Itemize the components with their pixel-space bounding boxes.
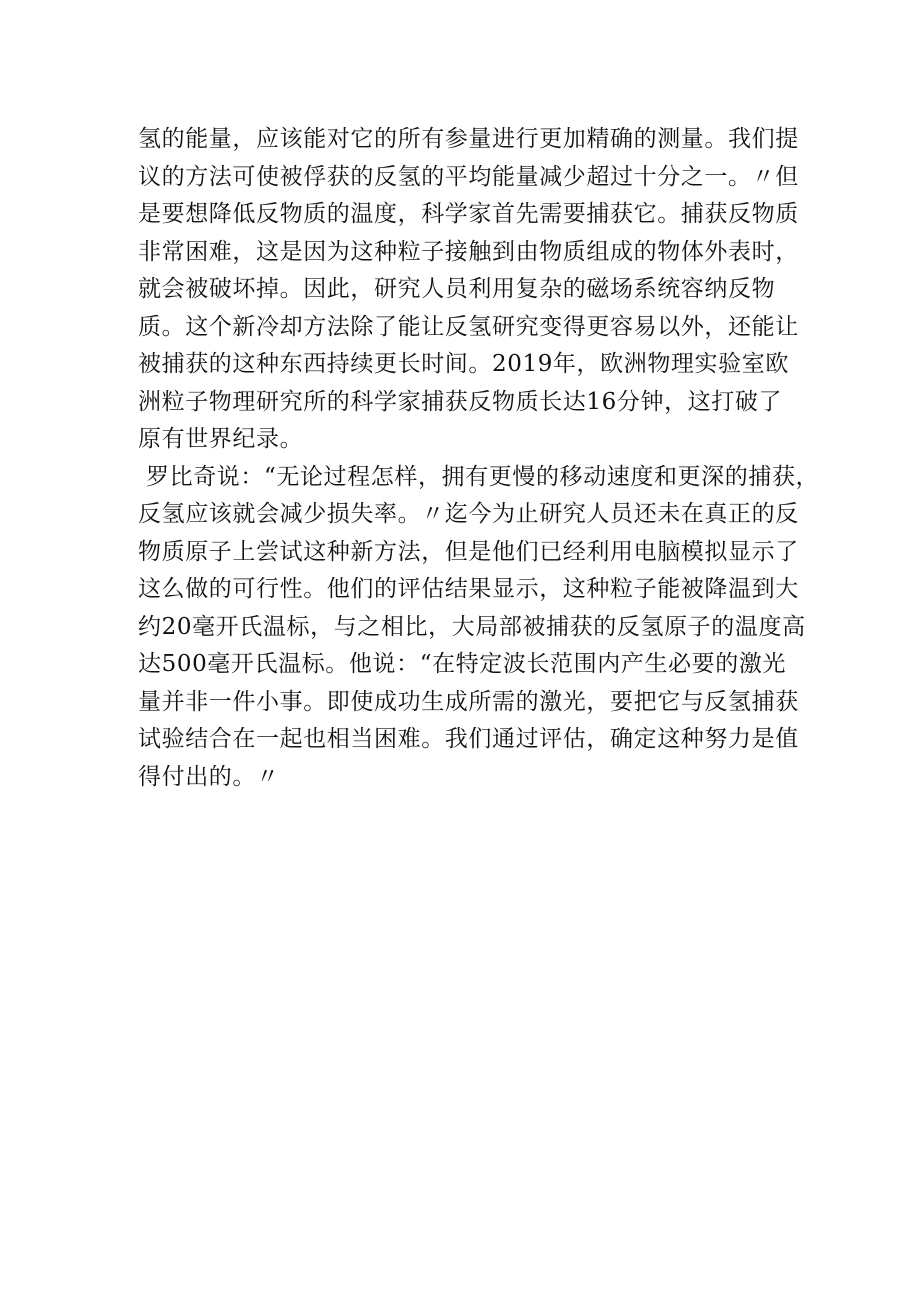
text-line: 是要想降低反物质的温度，科学家首先需要捕获它。捕获反物质 [138, 201, 799, 227]
text-line: 物质原子上尝试这种新方法，但是他们已经利用电脑模拟显示了 [138, 538, 799, 565]
paragraph-1 [138, 121, 799, 459]
body-text [138, 121, 820, 796]
text-line: 试验结合在一起也相当困难。我们通过评估，确定这种努力是值 [138, 726, 799, 752]
text-line: 议的方法可使被俘获的反氢的平均能量减少超过十分之一。〃但 [138, 163, 799, 190]
text-line: 约20毫开氏温标，与之相比，大局部被捕获的反氢原子的温度高 [138, 613, 806, 640]
text-line: 罗比奇说：“无论过程怎样，拥有更慢的移动速度和更深的捕获， [146, 463, 820, 490]
text-line: 质。这个新冷却方法除了能让反氢研究变得更容易以外，还能让 [138, 313, 799, 340]
text-line: 原有世界纪录。 [138, 426, 304, 452]
text-line: 就会被破坏掉。因此，研究人员利用复杂的磁场系统容纳反物 [138, 276, 776, 302]
text-line: 非常困难，这是因为这种粒子接触到由物质组成的物体外表时， [138, 238, 799, 265]
text-line: 达500毫开氏温标。他说：“在特定波长范围内产生必要的激光 [138, 651, 787, 677]
paragraph-2 [138, 459, 820, 797]
text-line: 量并非一件小事。即使成功生成所需的激光，要把它与反氢捕获 [138, 688, 799, 715]
text-line: 这么做的可行性。他们的评估结果显示，这种粒子能被降温到大 [138, 576, 799, 602]
text-line: 洲粒子物理研究所的科学家捕获反物质长达16分钟，这打破了 [138, 388, 783, 415]
text-line: 被捕获的这种东西持续更长时间。2019年，欧洲物理实验室欧 [138, 351, 789, 377]
text-line: 氢的能量，应该能对它的所有参量进行更加精确的测量。我们提 [138, 126, 799, 152]
text-line: 反氢应该就会减少损失率。〃迄今为止研究人员还未在真正的反 [138, 501, 799, 527]
text-line: 得付出的。〃 [138, 763, 280, 790]
